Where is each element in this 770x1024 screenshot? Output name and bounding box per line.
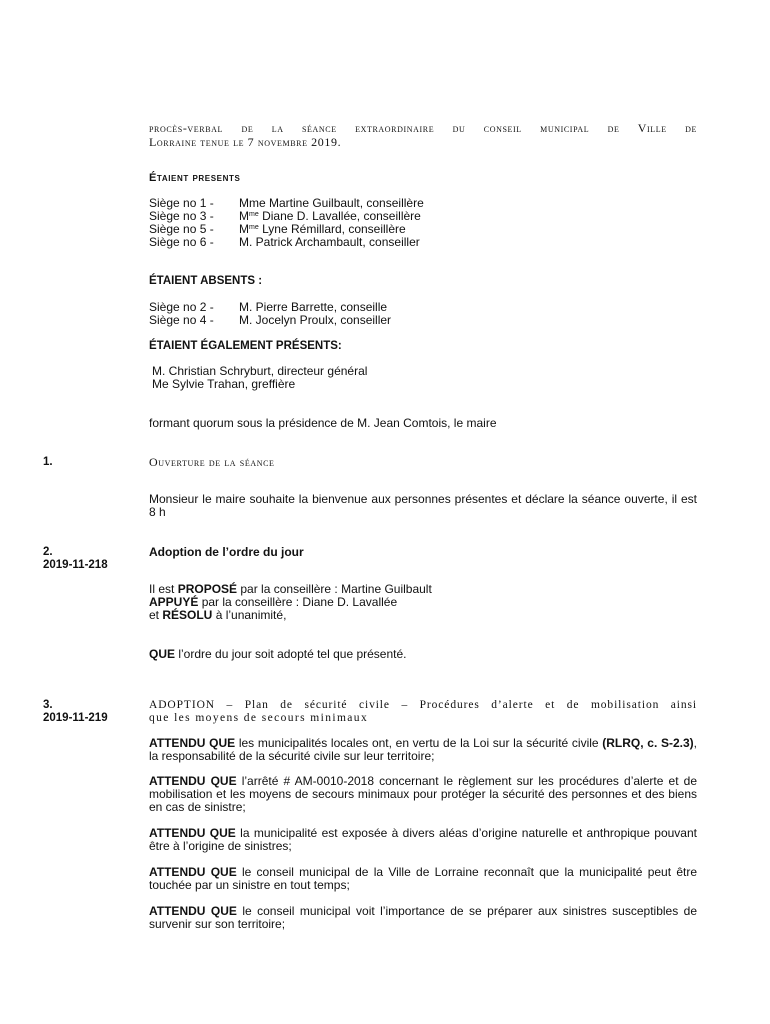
member-name: $M^{me}$ Lyne Rémillard, conseillère — [239, 222, 406, 236]
seconded-line: APPUYÉ par la conseillère : Diane D. Lavallée — [149, 595, 398, 609]
item-title-line2: que les moyens de secours minimaux — [149, 712, 369, 724]
present-heading: Étaient presents — [149, 172, 241, 184]
item-text: Monsieur le maire souhaite la bienvenue aux personnes présentes et déclare la séance ouverte, il est 8 h — [149, 492, 697, 519]
absent-list — [149, 301, 391, 327]
whereas-clause: ATTENDU QUE le conseil municipal de la Ville de Lorraine reconnaît que la municipalité peut être touchée par un sinistre en tout temps; — [149, 865, 697, 892]
present-row — [149, 236, 424, 249]
also-present-line: M. Christian Schryburt, directeur général — [152, 364, 368, 378]
proposed-line: Il est PROPOSÉ par la conseillère : Martine Guilbault — [149, 582, 432, 596]
also-present-list — [152, 365, 367, 391]
whereas-clause: ATTENDU QUE l’arrêté # AM-0010-2018 concernant le règlement sur les procédures d’alerte et de mobilisation et les moyens de secours minimaux pour protéger la sécurité des personnes et des biens en cas de sinistre; — [149, 774, 697, 814]
seat-label: Siège no 4 - — [149, 313, 214, 327]
member-name: $M^{me}$ Diane D. Lavallée, conseillère — [239, 209, 421, 223]
absent-row — [149, 314, 391, 327]
minutes-title-line2: Lorraine tenue le 7 novembre 2019. — [149, 135, 342, 149]
resolution-text: QUE l’ordre du jour soit adopté tel que présenté. — [149, 647, 407, 661]
whereas-clause: ATTENDU QUE la municipalité est exposée à divers aléas d’origine naturelle et anthropique pouvant être à l’origine de sinistres; — [149, 826, 697, 853]
resolved-line: et RÉSOLU à l’unanimité, — [149, 608, 287, 622]
member-name: M. Jocelyn Proulx, conseiller — [239, 313, 392, 327]
seat-label: Siège no 1 - — [149, 196, 214, 210]
item-number: 1. — [43, 456, 53, 468]
seat-label: Siège no 5 - — [149, 222, 214, 236]
seat-label: Siège no 3 - — [149, 209, 214, 223]
motion-block — [149, 583, 697, 622]
resolution-number: 2019-11-219 — [43, 712, 108, 724]
whereas-clause: ATTENDU QUE les municipalités locales ont, en vertu de la Loi sur la sécurité civile (RLRQ, c. S-2.3), la responsabilité de la sécurité civile sur leur territoire; — [149, 736, 697, 763]
member-name: M. Patrick Archambault, conseiller — [239, 235, 420, 249]
seat-label: Siège no 2 - — [149, 300, 214, 314]
item-number: 3. — [43, 699, 53, 711]
quorum-text: formant quorum sous la présidence de M. Jean Comtois, le maire — [149, 416, 497, 430]
whereas-clause: ATTENDU QUE le conseil municipal voit l’importance de se préparer aux sinistres susceptibles de survenir sur son territoire; — [149, 904, 697, 931]
resolution-number: 2019-11-218 — [43, 559, 108, 571]
member-name: Mme Martine Guilbault, conseillère — [239, 196, 424, 210]
item-title: Adoption de l’ordre du jour — [149, 545, 304, 559]
item-title: Ouverture de la séance — [149, 455, 275, 469]
item-title-line1: ADOPTION – Plan de sécurité civile – Procédures d’alerte et de mobilisation ainsi — [149, 699, 697, 711]
present-list — [149, 197, 424, 249]
minutes-title-line1: procès-verbal de la séance extraordinaire du conseil municipal de Ville de — [149, 121, 697, 135]
also-present-heading: ÉTAIENT ÉGALEMENT PRÉSENTS: — [149, 340, 342, 352]
also-present-line: Me Sylvie Trahan, greffière — [152, 377, 296, 391]
seat-label: Siège no 6 - — [149, 235, 214, 249]
absent-heading: ÉTAIENT ABSENTS : — [149, 275, 263, 287]
member-name: M. Pierre Barrette, conseille — [239, 300, 388, 314]
item-number: 2. — [43, 546, 53, 558]
